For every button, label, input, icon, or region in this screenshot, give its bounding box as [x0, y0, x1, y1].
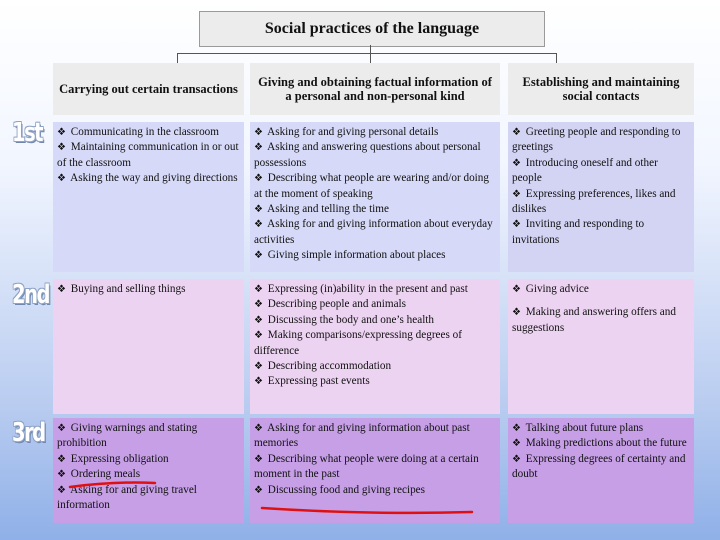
- cell-3rd-transactions: [53, 418, 244, 523]
- connector-left: [177, 53, 178, 63]
- bullet-icon: ❖: [254, 453, 263, 465]
- bullet-icon: ❖: [512, 127, 521, 138]
- bullet-icon: ❖: [57, 484, 66, 496]
- bullet-icon: ❖: [254, 314, 263, 326]
- list-item-text: Expressing degrees of certainty and doubt: [512, 452, 686, 481]
- list-item: [57, 282, 240, 297]
- cell-3rd-social: [508, 418, 694, 523]
- level-label-3rd: 3rd: [12, 418, 45, 448]
- list-item: [254, 313, 496, 328]
- list-item: [254, 297, 496, 312]
- list-item: [512, 187, 690, 218]
- list-item-text: Expressing preferences, likes and dislikes: [512, 187, 676, 216]
- connector-trunk: [370, 45, 371, 53]
- bullet-icon: ❖: [57, 469, 66, 481]
- column-header-transactions: Carrying out certain transactions: [53, 63, 244, 115]
- list-item: [254, 217, 496, 248]
- list-item: [57, 171, 240, 186]
- cell-2nd-transactions: [53, 279, 244, 414]
- list-item-text: Making predictions about the future: [522, 437, 687, 450]
- list-item: [254, 248, 496, 263]
- bullet-icon: ❖: [512, 438, 521, 450]
- bullet-icon: ❖: [254, 204, 263, 216]
- connector-right: [556, 53, 557, 63]
- level-label-1st: 1st: [12, 118, 42, 148]
- list-item-text: Describing what people are wearing and/or doing at the moment of speaking: [254, 172, 489, 200]
- list-item-text: Buying and selling things: [67, 283, 186, 295]
- bullet-icon: ❖: [512, 188, 521, 200]
- bullet-icon: ❖: [254, 173, 263, 185]
- list-item-text: Greeting people and responding to greetings: [512, 126, 681, 154]
- diagram-title: Social practices of the language: [199, 11, 545, 47]
- list-item-text: Making comparisons/expressing degrees of difference: [254, 329, 462, 357]
- bullet-icon: ❖: [57, 284, 66, 295]
- cell-1st-social: [508, 122, 694, 272]
- bullet-icon: ❖: [512, 219, 521, 231]
- bullet-icon: ❖: [512, 453, 521, 465]
- list-item-text: Asking for and giving information about past memories: [254, 422, 470, 450]
- list-item: [254, 483, 496, 498]
- bullet-icon: ❖: [254, 376, 263, 388]
- list-item-text: Asking and answering questions about personal possessions: [254, 141, 481, 169]
- list-item: [254, 452, 496, 483]
- list-item-text: Giving warnings and stating prohibition: [57, 422, 198, 450]
- list-item: [57, 140, 240, 171]
- list-item: [254, 202, 496, 217]
- list-item: [254, 359, 496, 374]
- connector-horizontal: [177, 53, 557, 54]
- list-item-text: Making and answering offers and suggestions: [512, 306, 676, 334]
- list-item: [254, 140, 496, 171]
- list-item-text: Communicating in the classroom: [67, 126, 219, 138]
- list-item-text: Maintaining communication in or out of the classroom: [57, 141, 239, 169]
- bullet-icon: ❖: [512, 157, 521, 169]
- list-item: [512, 217, 690, 248]
- level-label-2nd: 2nd: [12, 280, 49, 310]
- list-item-text: Giving advice: [522, 283, 589, 295]
- list-item: [512, 156, 690, 187]
- cell-1st-factual: [250, 122, 500, 272]
- bullet-icon: ❖: [57, 173, 66, 185]
- connector-mid: [370, 53, 371, 63]
- list-item-text: Discussing the body and one’s health: [264, 313, 434, 326]
- bullet-icon: ❖: [254, 284, 263, 295]
- cell-2nd-factual: [250, 279, 500, 414]
- list-item-text: Ordering meals: [67, 468, 141, 481]
- list-item-text: Giving simple information about places: [264, 249, 446, 262]
- list-item-text: Expressing past events: [264, 375, 370, 388]
- list-item-text: Expressing obligation: [67, 452, 169, 465]
- list-item: [512, 282, 690, 297]
- cell-2nd-social: [508, 279, 694, 414]
- bullet-icon: ❖: [254, 250, 263, 262]
- bullet-icon: ❖: [254, 299, 263, 311]
- list-item-text: Asking for and giving travel information: [57, 483, 197, 512]
- cell-1st-transactions: [53, 122, 244, 272]
- bullet-icon: ❖: [57, 453, 66, 465]
- list-item: [254, 421, 496, 452]
- bullet-icon: ❖: [57, 127, 66, 138]
- bullet-icon: ❖: [254, 330, 263, 342]
- bullet-icon: ❖: [57, 423, 66, 434]
- list-item-text: Describing people and animals: [264, 298, 407, 311]
- list-item: [254, 282, 496, 297]
- list-item: [57, 421, 240, 452]
- cell-3rd-factual: [250, 418, 500, 523]
- bullet-icon: ❖: [254, 219, 263, 231]
- list-item-text: Talking about future plans: [522, 422, 644, 434]
- bullet-icon: ❖: [512, 284, 521, 295]
- list-item-text: Asking and telling the time: [264, 203, 389, 216]
- list-item: [57, 452, 240, 467]
- list-item: [512, 452, 690, 483]
- list-item-text: Describing what people were doing at a certain moment in the past: [254, 452, 479, 481]
- bullet-icon: ❖: [254, 484, 263, 496]
- list-item: [57, 467, 240, 482]
- list-item-text: Inviting and responding to invitations: [512, 218, 645, 246]
- list-item: [254, 171, 496, 202]
- list-item-text: Discussing food and giving recipes: [264, 483, 425, 496]
- bullet-icon: ❖: [512, 307, 521, 319]
- column-header-factual-information: Giving and obtaining factual information of a personal and non-personal kind: [250, 63, 500, 115]
- list-item: [512, 125, 690, 156]
- list-item: [512, 436, 690, 451]
- bullet-icon: ❖: [254, 423, 263, 434]
- bullet-icon: ❖: [57, 142, 66, 154]
- list-item: [512, 305, 690, 336]
- list-item: [512, 421, 690, 436]
- bullet-icon: ❖: [512, 423, 521, 434]
- column-header-social-contacts: Establishing and maintaining social contacts: [508, 63, 694, 115]
- list-item: [254, 374, 496, 389]
- list-item-text: Introducing oneself and other people: [512, 156, 658, 185]
- list-item: [254, 328, 496, 359]
- list-item-text: Asking for and giving personal details: [264, 126, 439, 138]
- list-item: [57, 483, 240, 514]
- list-item-text: Expressing (in)ability in the present and past: [264, 283, 468, 295]
- list-item-text: Asking for and giving information about everyday activities: [254, 218, 493, 246]
- list-item-text: Asking the way and giving directions: [67, 172, 238, 185]
- bullet-icon: ❖: [254, 127, 263, 138]
- list-item: [57, 125, 240, 140]
- bullet-icon: ❖: [254, 361, 263, 373]
- bullet-icon: ❖: [254, 142, 263, 154]
- list-item-text: Describing accommodation: [264, 360, 392, 373]
- list-item: [254, 125, 496, 140]
